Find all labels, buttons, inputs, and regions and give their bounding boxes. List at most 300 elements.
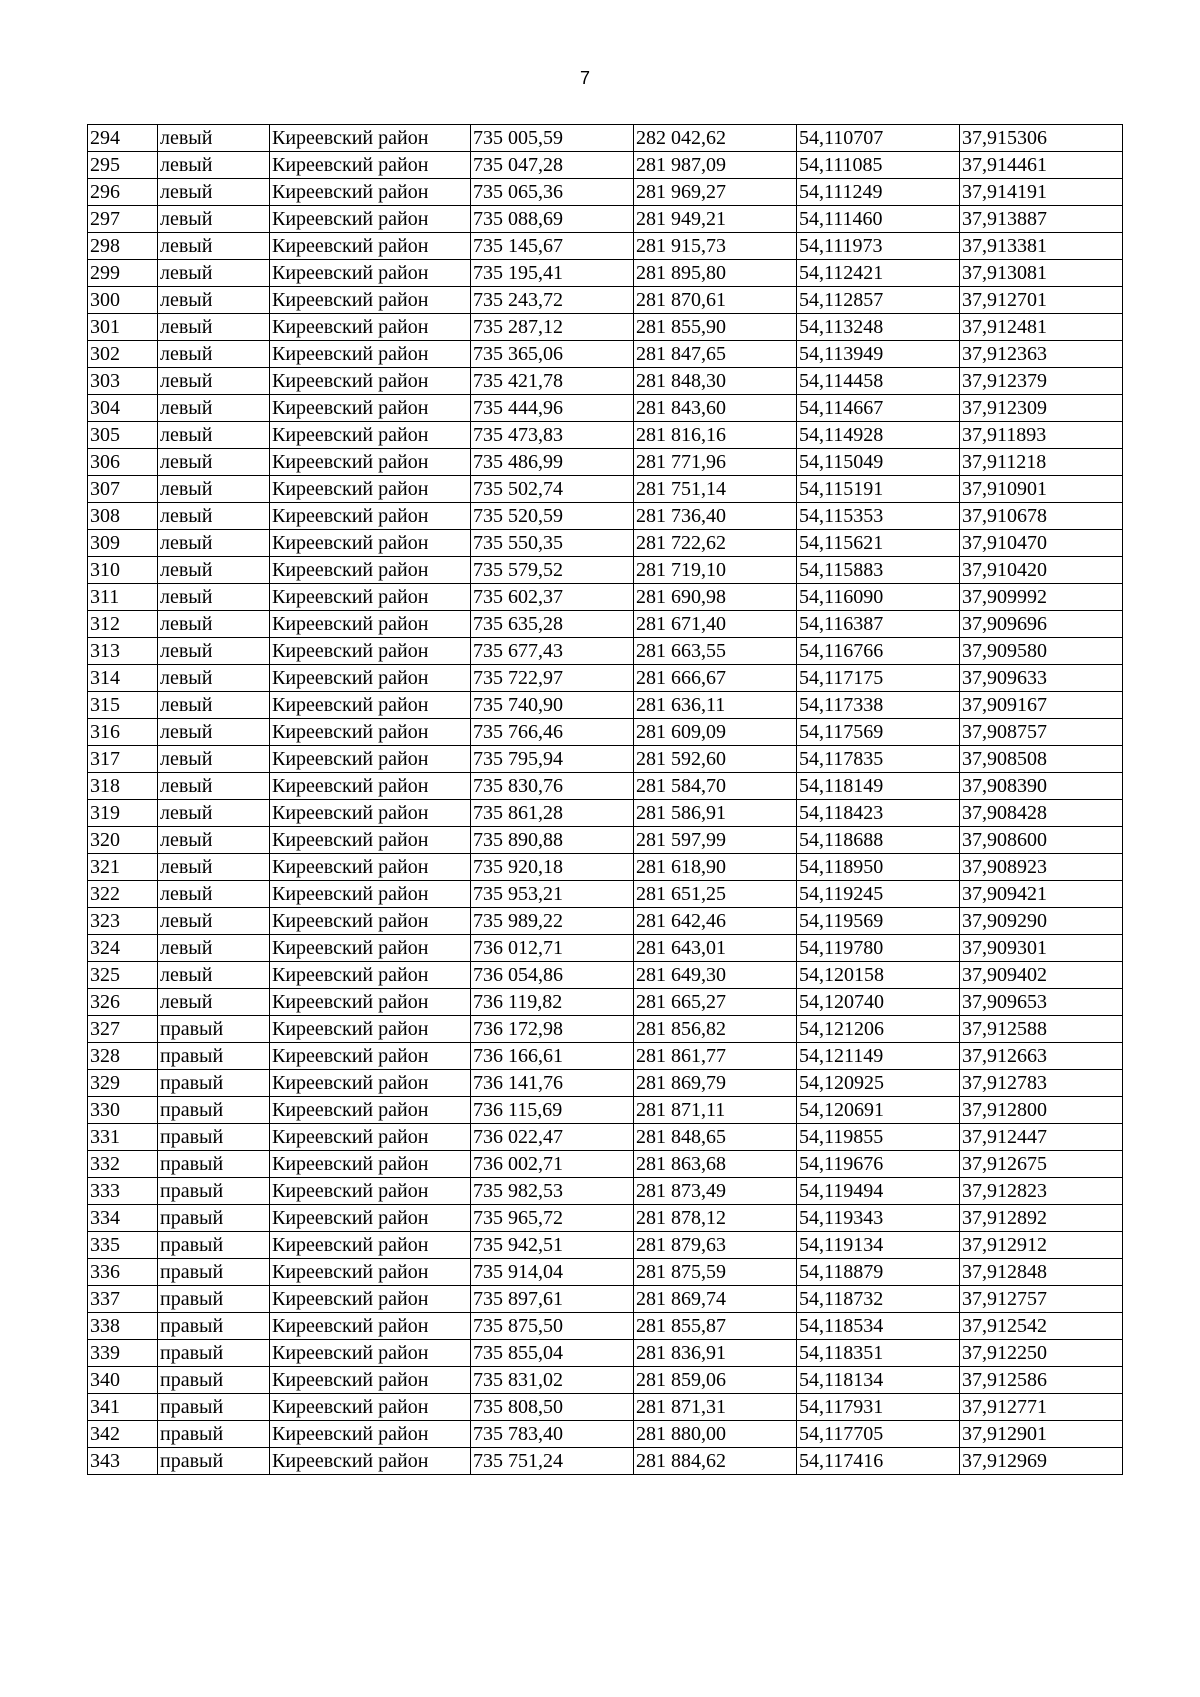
point-number-cell: 333	[88, 1178, 158, 1205]
table-row	[88, 449, 1123, 476]
longitude-cell: 37,909421	[960, 881, 1123, 908]
bank-side-cell: левый	[158, 827, 270, 854]
table-row	[88, 800, 1123, 827]
longitude-cell: 37,909653	[960, 989, 1123, 1016]
point-number-cell: 310	[88, 557, 158, 584]
latitude-cell: 54,117416	[797, 1448, 960, 1475]
longitude-cell: 37,914191	[960, 179, 1123, 206]
bank-side-cell: правый	[158, 1232, 270, 1259]
longitude-cell: 37,912783	[960, 1070, 1123, 1097]
longitude-cell: 37,908508	[960, 746, 1123, 773]
y-coordinate-cell: 281 987,09	[634, 152, 797, 179]
table-row	[88, 881, 1123, 908]
bank-side-cell: левый	[158, 773, 270, 800]
longitude-cell: 37,909633	[960, 665, 1123, 692]
y-coordinate-cell: 281 878,12	[634, 1205, 797, 1232]
table-row	[88, 935, 1123, 962]
table-row	[88, 395, 1123, 422]
x-coordinate-cell: 735 635,28	[471, 611, 634, 638]
y-coordinate-cell: 281 875,59	[634, 1259, 797, 1286]
x-coordinate-cell: 735 830,76	[471, 773, 634, 800]
x-coordinate-cell: 735 065,36	[471, 179, 634, 206]
longitude-cell: 37,912309	[960, 395, 1123, 422]
longitude-cell: 37,910420	[960, 557, 1123, 584]
longitude-cell: 37,912701	[960, 287, 1123, 314]
y-coordinate-cell: 281 643,01	[634, 935, 797, 962]
x-coordinate-cell: 736 166,61	[471, 1043, 634, 1070]
bank-side-cell: левый	[158, 584, 270, 611]
longitude-cell: 37,913887	[960, 206, 1123, 233]
district-cell: Киреевский район	[270, 638, 471, 665]
longitude-cell: 37,912363	[960, 341, 1123, 368]
bank-side-cell: левый	[158, 557, 270, 584]
point-number-cell: 320	[88, 827, 158, 854]
district-cell: Киреевский район	[270, 341, 471, 368]
y-coordinate-cell: 281 719,10	[634, 557, 797, 584]
longitude-cell: 37,909402	[960, 962, 1123, 989]
y-coordinate-cell: 281 736,40	[634, 503, 797, 530]
latitude-cell: 54,111085	[797, 152, 960, 179]
table-row	[88, 692, 1123, 719]
district-cell: Киреевский район	[270, 206, 471, 233]
district-cell: Киреевский район	[270, 233, 471, 260]
table-row	[88, 1124, 1123, 1151]
point-number-cell: 325	[88, 962, 158, 989]
longitude-cell: 37,913081	[960, 260, 1123, 287]
latitude-cell: 54,112857	[797, 287, 960, 314]
x-coordinate-cell: 736 115,69	[471, 1097, 634, 1124]
district-cell: Киреевский район	[270, 881, 471, 908]
longitude-cell: 37,910470	[960, 530, 1123, 557]
latitude-cell: 54,117705	[797, 1421, 960, 1448]
latitude-cell: 54,119855	[797, 1124, 960, 1151]
y-coordinate-cell: 281 690,98	[634, 584, 797, 611]
latitude-cell: 54,118134	[797, 1367, 960, 1394]
point-number-cell: 314	[88, 665, 158, 692]
longitude-cell: 37,914461	[960, 152, 1123, 179]
y-coordinate-cell: 281 663,55	[634, 638, 797, 665]
y-coordinate-cell: 281 863,68	[634, 1151, 797, 1178]
bank-side-cell: левый	[158, 314, 270, 341]
district-cell: Киреевский район	[270, 1151, 471, 1178]
y-coordinate-cell: 281 651,25	[634, 881, 797, 908]
district-cell: Киреевский район	[270, 1259, 471, 1286]
district-cell: Киреевский район	[270, 1421, 471, 1448]
y-coordinate-cell: 281 586,91	[634, 800, 797, 827]
bank-side-cell: левый	[158, 260, 270, 287]
bank-side-cell: левый	[158, 881, 270, 908]
bank-side-cell: левый	[158, 719, 270, 746]
longitude-cell: 37,912675	[960, 1151, 1123, 1178]
point-number-cell: 341	[88, 1394, 158, 1421]
point-number-cell: 336	[88, 1259, 158, 1286]
point-number-cell: 334	[88, 1205, 158, 1232]
district-cell: Киреевский район	[270, 584, 471, 611]
longitude-cell: 37,912969	[960, 1448, 1123, 1475]
x-coordinate-cell: 735 365,06	[471, 341, 634, 368]
x-coordinate-cell: 735 808,50	[471, 1394, 634, 1421]
table-row	[88, 1016, 1123, 1043]
x-coordinate-cell: 735 602,37	[471, 584, 634, 611]
latitude-cell: 54,117175	[797, 665, 960, 692]
district-cell: Киреевский район	[270, 557, 471, 584]
x-coordinate-cell: 736 141,76	[471, 1070, 634, 1097]
y-coordinate-cell: 281 870,61	[634, 287, 797, 314]
district-cell: Киреевский район	[270, 1313, 471, 1340]
y-coordinate-cell: 281 879,63	[634, 1232, 797, 1259]
longitude-cell: 37,912848	[960, 1259, 1123, 1286]
x-coordinate-cell: 735 783,40	[471, 1421, 634, 1448]
latitude-cell: 54,120925	[797, 1070, 960, 1097]
x-coordinate-cell: 735 914,04	[471, 1259, 634, 1286]
district-cell: Киреевский район	[270, 368, 471, 395]
y-coordinate-cell: 281 642,46	[634, 908, 797, 935]
district-cell: Киреевский район	[270, 692, 471, 719]
district-cell: Киреевский район	[270, 1394, 471, 1421]
point-number-cell: 307	[88, 476, 158, 503]
bank-side-cell: левый	[158, 692, 270, 719]
bank-side-cell: правый	[158, 1151, 270, 1178]
bank-side-cell: левый	[158, 287, 270, 314]
x-coordinate-cell: 736 022,47	[471, 1124, 634, 1151]
district-cell: Киреевский район	[270, 422, 471, 449]
district-cell: Киреевский район	[270, 260, 471, 287]
y-coordinate-cell: 281 861,77	[634, 1043, 797, 1070]
y-coordinate-cell: 281 880,00	[634, 1421, 797, 1448]
y-coordinate-cell: 281 848,30	[634, 368, 797, 395]
point-number-cell: 339	[88, 1340, 158, 1367]
point-number-cell: 327	[88, 1016, 158, 1043]
bank-side-cell: правый	[158, 1016, 270, 1043]
y-coordinate-cell: 281 584,70	[634, 773, 797, 800]
longitude-cell: 37,912588	[960, 1016, 1123, 1043]
longitude-cell: 37,912481	[960, 314, 1123, 341]
district-cell: Киреевский район	[270, 152, 471, 179]
longitude-cell: 37,908428	[960, 800, 1123, 827]
y-coordinate-cell: 281 884,62	[634, 1448, 797, 1475]
longitude-cell: 37,912447	[960, 1124, 1123, 1151]
district-cell: Киреевский район	[270, 449, 471, 476]
table-row	[88, 557, 1123, 584]
longitude-cell: 37,912757	[960, 1286, 1123, 1313]
district-cell: Киреевский район	[270, 476, 471, 503]
bank-side-cell: правый	[158, 1286, 270, 1313]
x-coordinate-cell: 735 444,96	[471, 395, 634, 422]
latitude-cell: 54,118351	[797, 1340, 960, 1367]
x-coordinate-cell: 735 875,50	[471, 1313, 634, 1340]
latitude-cell: 54,120158	[797, 962, 960, 989]
bank-side-cell: правый	[158, 1313, 270, 1340]
point-number-cell: 318	[88, 773, 158, 800]
point-number-cell: 306	[88, 449, 158, 476]
district-cell: Киреевский район	[270, 125, 471, 152]
longitude-cell: 37,912379	[960, 368, 1123, 395]
point-number-cell: 309	[88, 530, 158, 557]
latitude-cell: 54,118688	[797, 827, 960, 854]
x-coordinate-cell: 735 145,67	[471, 233, 634, 260]
district-cell: Киреевский район	[270, 854, 471, 881]
y-coordinate-cell: 281 848,65	[634, 1124, 797, 1151]
bank-side-cell: левый	[158, 206, 270, 233]
district-cell: Киреевский район	[270, 1070, 471, 1097]
latitude-cell: 54,117931	[797, 1394, 960, 1421]
bank-side-cell: левый	[158, 800, 270, 827]
table-row	[88, 1097, 1123, 1124]
table-row	[88, 476, 1123, 503]
table-row	[88, 530, 1123, 557]
bank-side-cell: левый	[158, 449, 270, 476]
table-row	[88, 206, 1123, 233]
table-row	[88, 368, 1123, 395]
table-row	[88, 1205, 1123, 1232]
table-row	[88, 1421, 1123, 1448]
table-row	[88, 422, 1123, 449]
latitude-cell: 54,118423	[797, 800, 960, 827]
bank-side-cell: левый	[158, 179, 270, 206]
table-row	[88, 1340, 1123, 1367]
x-coordinate-cell: 735 890,88	[471, 827, 634, 854]
x-coordinate-cell: 735 502,74	[471, 476, 634, 503]
bank-side-cell: левый	[158, 422, 270, 449]
longitude-cell: 37,908757	[960, 719, 1123, 746]
x-coordinate-cell: 735 751,24	[471, 1448, 634, 1475]
x-coordinate-cell: 735 953,21	[471, 881, 634, 908]
longitude-cell: 37,912771	[960, 1394, 1123, 1421]
latitude-cell: 54,113949	[797, 341, 960, 368]
latitude-cell: 54,114928	[797, 422, 960, 449]
district-cell: Киреевский район	[270, 1448, 471, 1475]
bank-side-cell: правый	[158, 1421, 270, 1448]
longitude-cell: 37,908390	[960, 773, 1123, 800]
bank-side-cell: правый	[158, 1097, 270, 1124]
point-number-cell: 321	[88, 854, 158, 881]
latitude-cell: 54,115353	[797, 503, 960, 530]
latitude-cell: 54,118950	[797, 854, 960, 881]
x-coordinate-cell: 735 421,78	[471, 368, 634, 395]
latitude-cell: 54,120691	[797, 1097, 960, 1124]
table-row	[88, 719, 1123, 746]
y-coordinate-cell: 281 649,30	[634, 962, 797, 989]
x-coordinate-cell: 735 795,94	[471, 746, 634, 773]
y-coordinate-cell: 281 855,87	[634, 1313, 797, 1340]
point-number-cell: 301	[88, 314, 158, 341]
district-cell: Киреевский район	[270, 530, 471, 557]
y-coordinate-cell: 281 869,74	[634, 1286, 797, 1313]
district-cell: Киреевский район	[270, 1178, 471, 1205]
x-coordinate-cell: 735 088,69	[471, 206, 634, 233]
district-cell: Киреевский район	[270, 1043, 471, 1070]
table-row	[88, 1367, 1123, 1394]
bank-side-cell: левый	[158, 341, 270, 368]
point-number-cell: 317	[88, 746, 158, 773]
bank-side-cell: правый	[158, 1394, 270, 1421]
y-coordinate-cell: 281 671,40	[634, 611, 797, 638]
table-row	[88, 233, 1123, 260]
point-number-cell: 313	[88, 638, 158, 665]
bank-side-cell: правый	[158, 1178, 270, 1205]
table-row	[88, 1259, 1123, 1286]
latitude-cell: 54,115049	[797, 449, 960, 476]
x-coordinate-cell: 735 047,28	[471, 152, 634, 179]
y-coordinate-cell: 281 722,62	[634, 530, 797, 557]
district-cell: Киреевский район	[270, 314, 471, 341]
latitude-cell: 54,114458	[797, 368, 960, 395]
point-number-cell: 326	[88, 989, 158, 1016]
table-row	[88, 1286, 1123, 1313]
latitude-cell: 54,121206	[797, 1016, 960, 1043]
table-row	[88, 179, 1123, 206]
district-cell: Киреевский район	[270, 1124, 471, 1151]
point-number-cell: 343	[88, 1448, 158, 1475]
x-coordinate-cell: 735 897,61	[471, 1286, 634, 1313]
latitude-cell: 54,119676	[797, 1151, 960, 1178]
latitude-cell: 54,119494	[797, 1178, 960, 1205]
bank-side-cell: левый	[158, 233, 270, 260]
table-row	[88, 746, 1123, 773]
y-coordinate-cell: 281 871,31	[634, 1394, 797, 1421]
district-cell: Киреевский район	[270, 1097, 471, 1124]
y-coordinate-cell: 281 592,60	[634, 746, 797, 773]
longitude-cell: 37,910901	[960, 476, 1123, 503]
longitude-cell: 37,912250	[960, 1340, 1123, 1367]
longitude-cell: 37,912663	[960, 1043, 1123, 1070]
point-number-cell: 316	[88, 719, 158, 746]
x-coordinate-cell: 735 989,22	[471, 908, 634, 935]
table-row	[88, 962, 1123, 989]
point-number-cell: 328	[88, 1043, 158, 1070]
point-number-cell: 315	[88, 692, 158, 719]
y-coordinate-cell: 282 042,62	[634, 125, 797, 152]
x-coordinate-cell: 735 579,52	[471, 557, 634, 584]
y-coordinate-cell: 281 618,90	[634, 854, 797, 881]
bank-side-cell: левый	[158, 854, 270, 881]
table-row	[88, 1178, 1123, 1205]
point-number-cell: 335	[88, 1232, 158, 1259]
bank-side-cell: правый	[158, 1367, 270, 1394]
point-number-cell: 337	[88, 1286, 158, 1313]
point-number-cell: 340	[88, 1367, 158, 1394]
table-row	[88, 260, 1123, 287]
longitude-cell: 37,909696	[960, 611, 1123, 638]
longitude-cell: 37,912912	[960, 1232, 1123, 1259]
latitude-cell: 54,115191	[797, 476, 960, 503]
table-row	[88, 503, 1123, 530]
longitude-cell: 37,909992	[960, 584, 1123, 611]
point-number-cell: 319	[88, 800, 158, 827]
table-row	[88, 908, 1123, 935]
table-row	[88, 665, 1123, 692]
point-number-cell: 300	[88, 287, 158, 314]
point-number-cell: 305	[88, 422, 158, 449]
x-coordinate-cell: 735 861,28	[471, 800, 634, 827]
longitude-cell: 37,911893	[960, 422, 1123, 449]
point-number-cell: 294	[88, 125, 158, 152]
latitude-cell: 54,110707	[797, 125, 960, 152]
table-row	[88, 1043, 1123, 1070]
y-coordinate-cell: 281 843,60	[634, 395, 797, 422]
y-coordinate-cell: 281 636,11	[634, 692, 797, 719]
x-coordinate-cell: 736 172,98	[471, 1016, 634, 1043]
point-number-cell: 302	[88, 341, 158, 368]
y-coordinate-cell: 281 836,91	[634, 1340, 797, 1367]
point-number-cell: 338	[88, 1313, 158, 1340]
x-coordinate-cell: 735 942,51	[471, 1232, 634, 1259]
table-row	[88, 1151, 1123, 1178]
point-number-cell: 311	[88, 584, 158, 611]
point-number-cell: 298	[88, 233, 158, 260]
x-coordinate-cell: 735 550,35	[471, 530, 634, 557]
x-coordinate-cell: 735 287,12	[471, 314, 634, 341]
table-row	[88, 1070, 1123, 1097]
bank-side-cell: левый	[158, 746, 270, 773]
latitude-cell: 54,117835	[797, 746, 960, 773]
table-row	[88, 773, 1123, 800]
bank-side-cell: правый	[158, 1205, 270, 1232]
x-coordinate-cell: 735 195,41	[471, 260, 634, 287]
longitude-cell: 37,912586	[960, 1367, 1123, 1394]
district-cell: Киреевский район	[270, 1232, 471, 1259]
longitude-cell: 37,912542	[960, 1313, 1123, 1340]
bank-side-cell: левый	[158, 395, 270, 422]
x-coordinate-cell: 735 005,59	[471, 125, 634, 152]
x-coordinate-cell: 735 766,46	[471, 719, 634, 746]
table-row	[88, 638, 1123, 665]
page-number: 7	[579, 68, 590, 88]
x-coordinate-cell: 735 982,53	[471, 1178, 634, 1205]
bank-side-cell: левый	[158, 125, 270, 152]
district-cell: Киреевский район	[270, 179, 471, 206]
longitude-cell: 37,909301	[960, 935, 1123, 962]
x-coordinate-cell: 735 486,99	[471, 449, 634, 476]
table-row	[88, 287, 1123, 314]
bank-side-cell: левый	[158, 989, 270, 1016]
district-cell: Киреевский район	[270, 908, 471, 935]
latitude-cell: 54,119245	[797, 881, 960, 908]
y-coordinate-cell: 281 856,82	[634, 1016, 797, 1043]
table-row	[88, 854, 1123, 881]
district-cell: Киреевский район	[270, 287, 471, 314]
longitude-cell: 37,912800	[960, 1097, 1123, 1124]
bank-side-cell: правый	[158, 1070, 270, 1097]
latitude-cell: 54,119343	[797, 1205, 960, 1232]
latitude-cell: 54,116387	[797, 611, 960, 638]
district-cell: Киреевский район	[270, 719, 471, 746]
district-cell: Киреевский район	[270, 935, 471, 962]
table-row	[88, 1448, 1123, 1475]
longitude-cell: 37,909290	[960, 908, 1123, 935]
latitude-cell: 54,112421	[797, 260, 960, 287]
latitude-cell: 54,113248	[797, 314, 960, 341]
bank-side-cell: правый	[158, 1340, 270, 1367]
y-coordinate-cell: 281 871,11	[634, 1097, 797, 1124]
table-row	[88, 314, 1123, 341]
bank-side-cell: левый	[158, 962, 270, 989]
y-coordinate-cell: 281 969,27	[634, 179, 797, 206]
district-cell: Киреевский район	[270, 962, 471, 989]
point-number-cell: 303	[88, 368, 158, 395]
x-coordinate-cell: 735 677,43	[471, 638, 634, 665]
point-number-cell: 331	[88, 1124, 158, 1151]
y-coordinate-cell: 281 859,06	[634, 1367, 797, 1394]
y-coordinate-cell: 281 771,96	[634, 449, 797, 476]
x-coordinate-cell: 735 722,97	[471, 665, 634, 692]
longitude-cell: 37,912823	[960, 1178, 1123, 1205]
table-row	[88, 827, 1123, 854]
longitude-cell: 37,915306	[960, 125, 1123, 152]
point-number-cell: 329	[88, 1070, 158, 1097]
y-coordinate-cell: 281 666,67	[634, 665, 797, 692]
bank-side-cell: левый	[158, 665, 270, 692]
